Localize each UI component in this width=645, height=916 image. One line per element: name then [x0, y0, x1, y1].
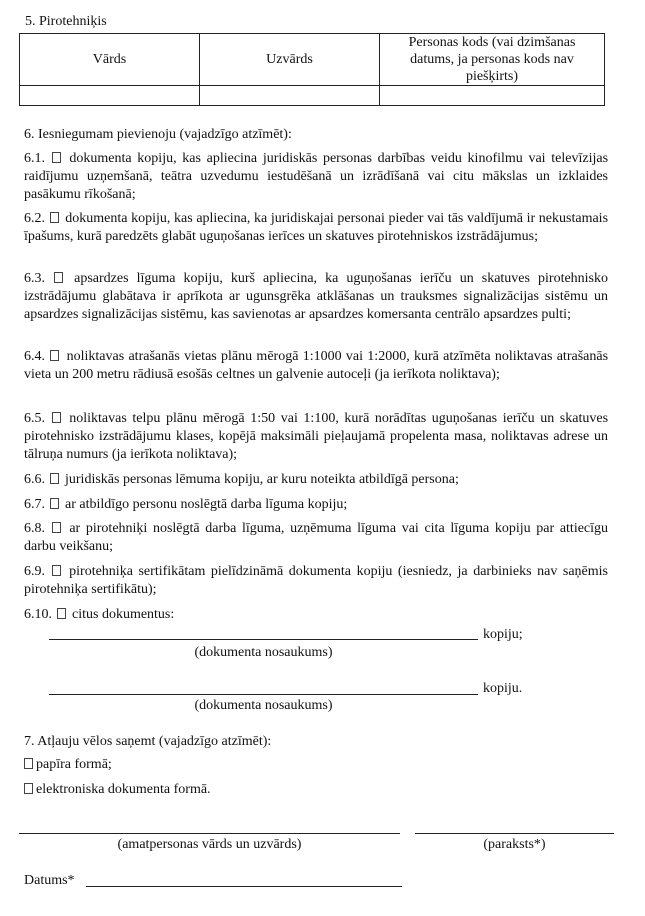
- item-number: 6.10.: [24, 607, 52, 622]
- official-caption: (amatpersonas vārds un uzvārds): [117, 837, 302, 852]
- checkbox-6-10[interactable]: [57, 608, 66, 619]
- option-label: papīra formā;: [36, 757, 112, 772]
- date-label: Datums*: [24, 873, 75, 888]
- document-name-line-2[interactable]: [49, 694, 478, 695]
- table-header-row: [20, 34, 605, 86]
- item-number: 6.2.: [24, 211, 45, 226]
- pyrotechnician-table: [19, 33, 605, 106]
- item-number: 6.7.: [24, 497, 45, 512]
- item-text: apsardzes līguma kopiju, kurš apliecina, ka uguņošanas ierīču un skatuves pirotehnisko izstrādājumu glabātava ir aprīkota ar ugunsgrēka atklāšanas un trauksmes signalizācijas sistēmu un apsardzes signalizācijas sistēmu, kas savienotas ar apsardzes komersanta centrālo apsardzes pulti;: [24, 271, 609, 322]
- list-item: [24, 520, 608, 556]
- item-text: citus dokumentus:: [72, 607, 175, 622]
- item-number: 6.8.: [24, 521, 45, 536]
- checkbox-6-2[interactable]: [50, 212, 59, 223]
- item-number: 6.4.: [24, 349, 45, 364]
- item-text: noliktavas atrašanās vietas plānu mērogā 1:1000 vai 1:2000, kurā atzīmēta noliktavas atrašanās vieta un 200 metru rādiusā esošās celtnes un galvenie autoceļi (ja ierīkota noliktava);: [24, 349, 609, 382]
- list-item: [24, 606, 608, 624]
- signature-line[interactable]: [415, 833, 614, 834]
- cell-surname-input[interactable]: [200, 86, 380, 106]
- option-paper: [24, 756, 112, 774]
- document-name-line-1[interactable]: [49, 639, 478, 640]
- item-text: dokumenta kopiju, kas apliecina juridiskās personas darbības veidu kinofilmu vai televīzijas raidījumu uzņemšanā, teātra uzvedumu iestudēšanā un izrādīšanā vai citu mākslas un izklaides pasākumu rīkošanā;: [24, 151, 609, 202]
- header-name: Vārds: [20, 34, 200, 86]
- list-item: [24, 348, 608, 384]
- item-text: pirotehniķa sertifikātam pielīdzināmā dokumenta kopiju (iesniedz, ja darbinieks nav saņēmis pirotehniķa sertifikātu);: [24, 564, 609, 597]
- checkbox-6-9[interactable]: [52, 565, 61, 576]
- date-line[interactable]: [86, 886, 402, 887]
- checkbox-6-4[interactable]: [50, 350, 59, 361]
- item-number: 6.6.: [24, 472, 45, 487]
- item-number: 6.3.: [24, 271, 45, 286]
- option-electronic: [24, 781, 211, 799]
- list-item: [24, 410, 608, 464]
- table-row: [20, 86, 605, 106]
- list-item: [24, 471, 608, 489]
- list-item: [24, 210, 608, 246]
- list-item: [24, 496, 608, 514]
- checkbox-paper[interactable]: [24, 758, 33, 769]
- option-label: elektroniska dokumenta formā.: [36, 782, 211, 797]
- list-item: [24, 563, 608, 599]
- item-text: dokumenta kopiju, kas apliecina, ka juridiskajai personai pieder vai tās valdījumā ir nekustamais īpašums, kurā paredzēts glabāt uguņošanas ierīces un skatuves pirotehniskos izstrādājumus;: [24, 211, 609, 244]
- official-name-line[interactable]: [19, 833, 400, 834]
- checkbox-6-6[interactable]: [50, 473, 59, 484]
- item-number: 6.1.: [24, 151, 45, 166]
- checkbox-6-3[interactable]: [54, 272, 63, 283]
- checkbox-6-1[interactable]: [52, 152, 61, 163]
- checkbox-6-5[interactable]: [52, 412, 61, 423]
- list-item: [24, 150, 608, 204]
- document-suffix-1: kopiju;: [483, 627, 523, 642]
- document-caption-2: (dokumenta nosaukums): [194, 698, 333, 713]
- item-number: 6.9.: [24, 564, 45, 579]
- header-personal-code: Personas kods (vai dzimšanas datums, ja personas kods nav piešķirts): [380, 34, 605, 86]
- checkbox-6-7[interactable]: [50, 498, 59, 509]
- signature-caption: (paraksts*): [483, 837, 546, 852]
- section-5-heading: 5. Pirotehniķis: [25, 14, 107, 29]
- document-suffix-2: kopiju.: [483, 681, 523, 696]
- checkbox-electronic[interactable]: [24, 783, 33, 794]
- item-number: 6.5.: [24, 411, 45, 426]
- cell-personal-code-input[interactable]: [380, 86, 605, 106]
- section-6-heading: 6. Iesniegumam pievienoju (vajadzīgo atzīmēt):: [24, 127, 292, 142]
- list-item: [24, 270, 608, 324]
- item-text: juridiskās personas lēmuma kopiju, ar kuru noteikta atbildīgā persona;: [65, 472, 459, 487]
- document-caption-1: (dokumenta nosaukums): [194, 645, 333, 660]
- section-7-heading: 7. Atļauju vēlos saņemt (vajadzīgo atzīmēt):: [24, 734, 272, 749]
- item-text: ar pirotehniķi noslēgtā darba līguma, uzņēmuma līguma vai cita līguma kopiju par attiecīgu darbu veikšanu;: [24, 521, 609, 554]
- item-text: ar atbildīgo personu noslēgtā darba līguma kopiju;: [65, 497, 348, 512]
- cell-name-input[interactable]: [20, 86, 200, 106]
- header-surname: Uzvārds: [200, 34, 380, 86]
- checkbox-6-8[interactable]: [52, 522, 61, 533]
- item-text: noliktavas telpu plānu mērogā 1:50 vai 1:100, kurā norādītas uguņošanas ierīču un skatuves pirotehnisko izstrādājumu klases, kopējā maksimāli pieļaujamā propelenta masa, noliktavas adrese un tālruņa numurs (ja ierīkota noliktava);: [24, 411, 609, 462]
